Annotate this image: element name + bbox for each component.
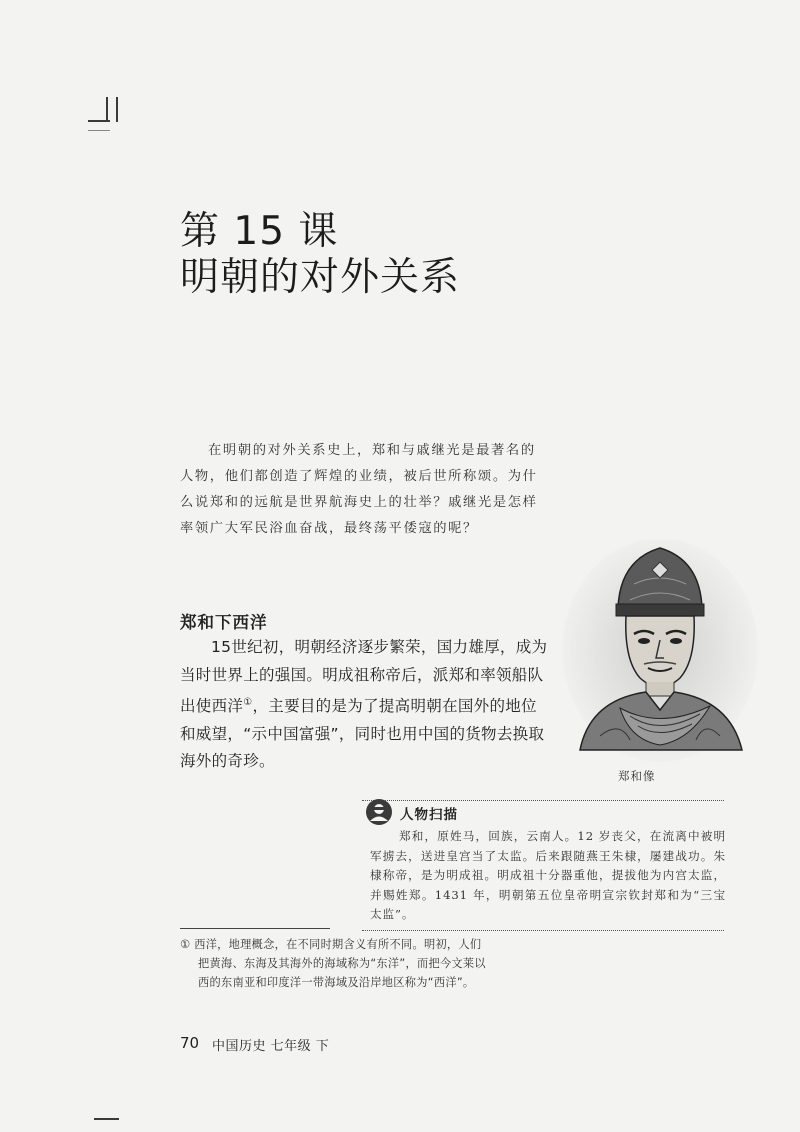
lesson-number-title: 第 15 课 xyxy=(180,209,339,254)
crop-mark xyxy=(116,97,118,122)
zheng-he-portrait xyxy=(560,540,760,765)
portrait-caption: 郑和像 xyxy=(618,769,656,783)
body-text-part: 15世纪初，明朝经济逐步繁荣，国力雄厚，成为当时世界上的强国。明成祖称帝后，派郑和率领船队出使西洋 xyxy=(180,638,548,716)
section-heading: 郑和下西洋 xyxy=(180,613,268,632)
person-icon xyxy=(365,798,393,826)
profile-text: 郑和，原姓马，回族，云南人。12 岁丧父，在流离中被明军掳去，送进皇宫当了太监。后来跟随燕王朱棣，屡建战功。朱棣称帝，是为明成祖。明成祖十分器重他，提拔他为内宫太监，并赐姓郑。1431 年，明朝第五位皇帝明宣宗钦封郑和为“三宝太监”。 xyxy=(370,829,726,922)
footnote-reference[interactable]: ① xyxy=(243,697,253,708)
profile-title: 人物扫描 xyxy=(400,807,458,823)
book-title: 中国历史 七年级 下 xyxy=(212,1039,330,1054)
intro-paragraph: 在明朝的对外关系史上，郑和与戚继光是最著名的人物，他们都创造了辉煌的业绩，被后世所称颂。为什么说郑和的远航是世界航海史上的壮举？戚继光是怎样率领广大军民浴血奋战，最终荡平倭寇的呢？ xyxy=(180,443,538,536)
footnote xyxy=(180,935,488,992)
body-text-part: ，主要目的是为了提高明朝在国外的地位和威望，“示中国富强”，同时也用中国的货物去换取海外的奇珍。 xyxy=(180,697,545,771)
divider xyxy=(362,930,724,931)
lesson-title: 明朝的对外关系 xyxy=(180,255,461,300)
page-number: 70 xyxy=(180,1034,200,1052)
footnote-rule xyxy=(180,928,330,929)
crop-mark xyxy=(88,130,110,131)
footnote-marker: ① xyxy=(180,938,191,951)
divider xyxy=(362,800,724,801)
footnote-text: 西洋，地理概念，在不同时期含义有所不同。明初，人们把黄海、东海及其海外的海域称为“东洋”，而把今文莱以西的东南亚和印度洋一带海域及沿岸地区称为“西洋”。 xyxy=(194,938,486,989)
crop-mark xyxy=(94,1118,119,1120)
section-body xyxy=(180,634,552,776)
crop-mark xyxy=(106,97,108,122)
